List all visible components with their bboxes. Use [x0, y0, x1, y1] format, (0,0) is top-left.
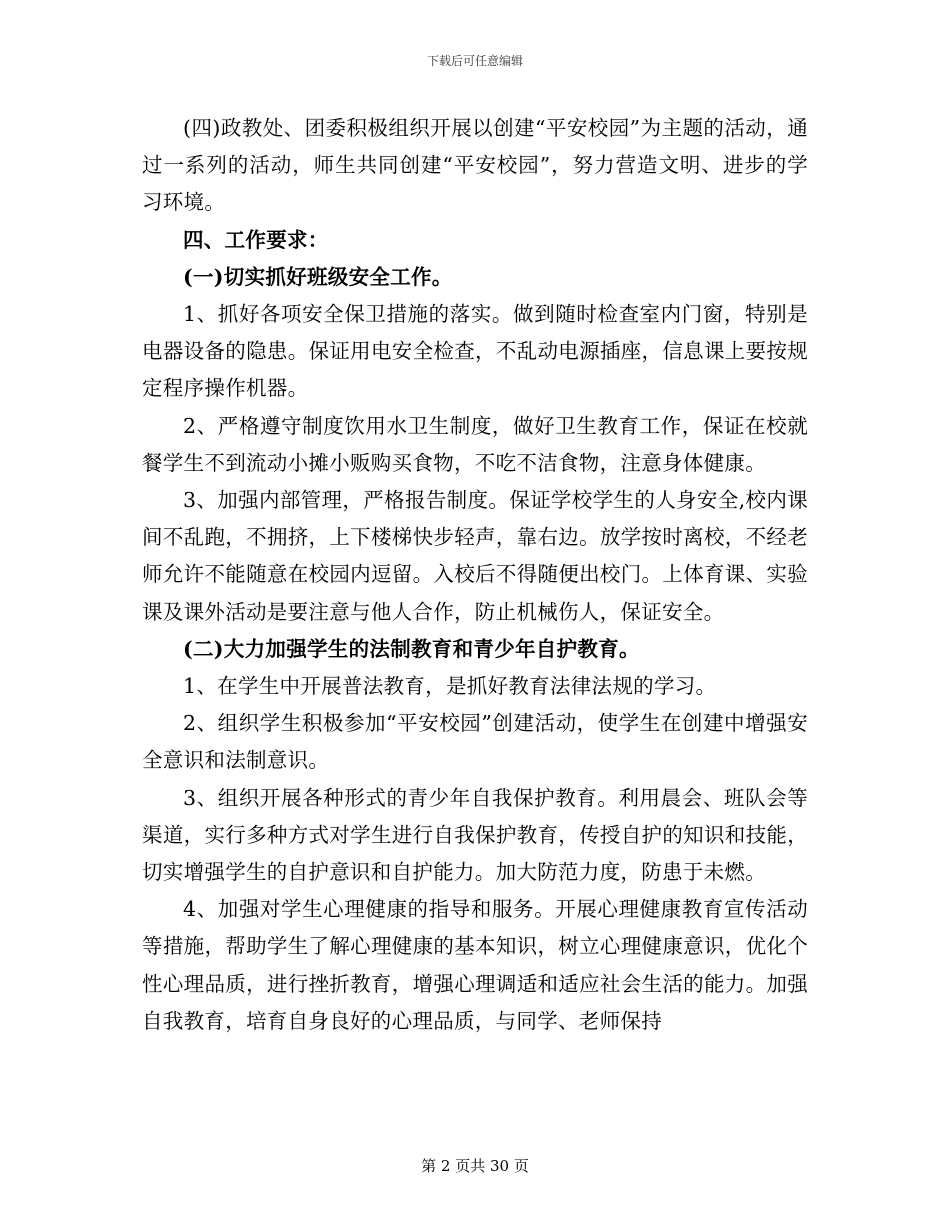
paragraph-item-2: 2、严格遵守制度饮用水卫生制度，做好卫生教育工作，保证在校就餐学生不到流动小摊小贩购买食物，不吃不洁食物，注意身体健康。 [142, 413, 808, 475]
paragraph-legal-item-3: 3、组织开展各种形式的青少年自我保护教育。利用晨会、班队会等渠道，实行多种方式对学生进行自我保护教育，传授自护的知识和技能，切实增强学生的自护意识和自护能力。加大防范力度，防患于未燃。 [142, 785, 808, 885]
paragraph-legal-item-1: 1、在学生中开展普法教育，是抓好教育法律法规的学习。 [183, 674, 717, 699]
page-footer: 第 2 页共 30 页 [421, 1157, 529, 1175]
section-heading-requirements: 四、工作要求： [183, 227, 329, 252]
paragraph-legal-item-4: 4、加强对学生心理健康的指导和服务。开展心理健康教育宣传活动等措施，帮助学生了解心理健康的基本知识，树立心理健康意识，优化个性心理品质，进行挫折教育，增强心理调适和适应社会生活的能力。加强自我教育，培育自身良好的心理品质，与同学、老师保持 [142, 897, 808, 1033]
paragraph-activities: (四)政教处、团委积极组织开展以创建“平安校园”为主题的活动，通过一系列的活动，师生共同创建“平安校园”，努力营造文明、进步的学习环境。 [142, 116, 808, 215]
subsection-heading-class-safety: (一)切实抓好班级安全工作。 [183, 264, 453, 289]
paragraph-legal-item-2: 2、组织学生积极参加“平安校园”创建活动，使学生在创建中增强安全意识和法制意识。 [142, 711, 808, 773]
page-header: 下载后可任意编辑 [426, 54, 523, 68]
paragraph-item-3: 3、加强内部管理，严格报告制度。保证学校学生的人身安全,校内课间不乱跑，不拥挤，上下楼梯快步轻声，靠右边。放学按时离校，不经老师允许不能随意在校园内逗留。入校后不得随便出校门。上体育课、实验课及课外活动是要注意与他人合作，防止机械伤人，保证安全。 [142, 488, 808, 624]
paragraph-item-1: 1、抓好各项安全保卫措施的落实。做到随时检查室内门窗，特别是电器设备的隐患。保证用电安全检查，不乱动电源插座，信息课上要按规定程序操作机器。 [142, 302, 808, 401]
subsection-heading-legal-education: (二)大力加强学生的法制教育和青少年自护教育。 [183, 636, 640, 661]
document-body [142, 110, 808, 1040]
